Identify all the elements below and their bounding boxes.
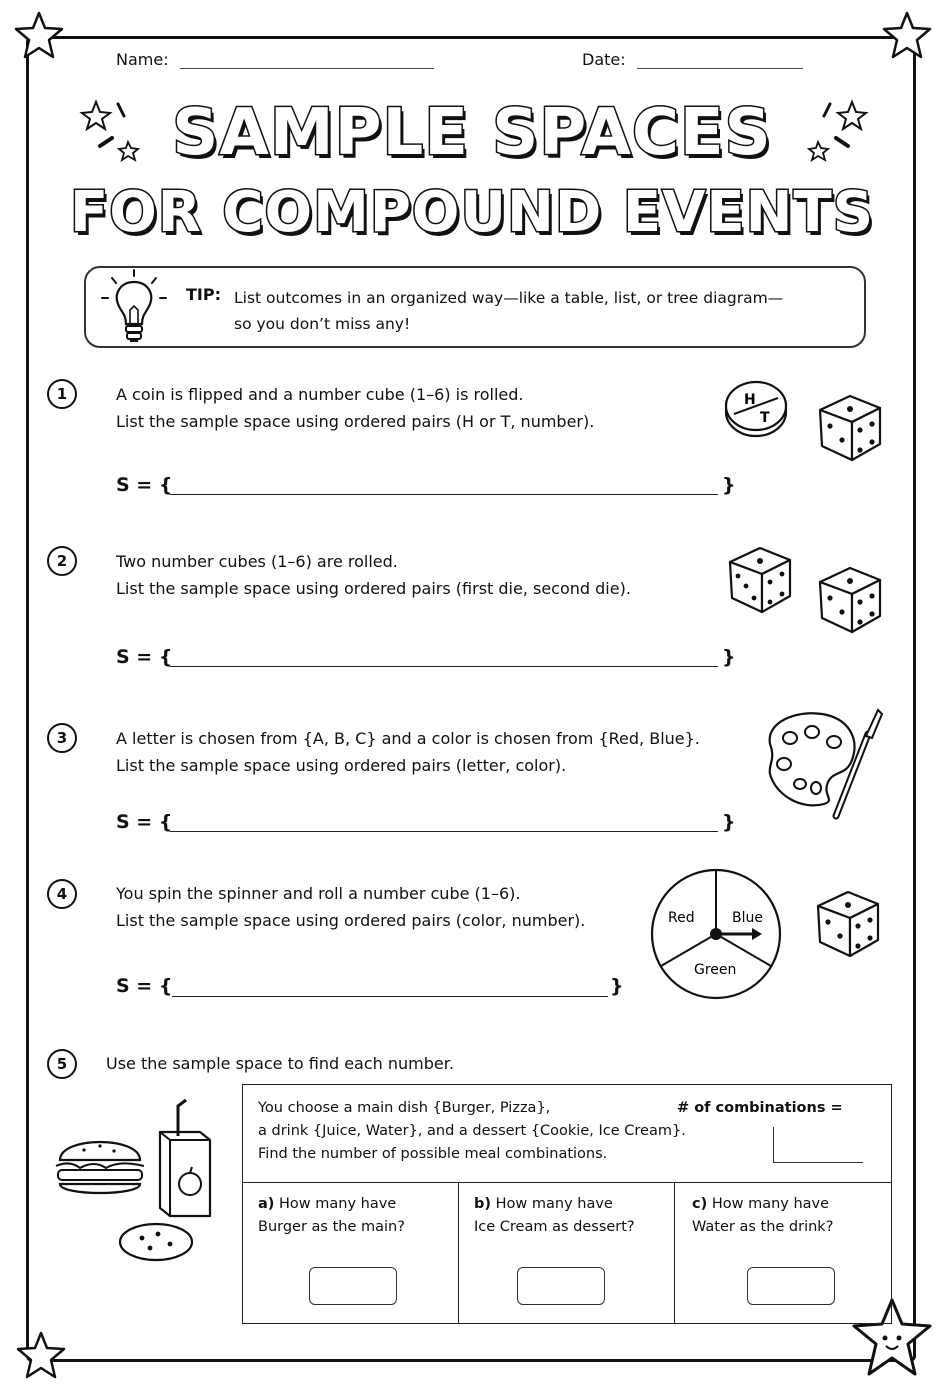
- date-line[interactable]: [637, 68, 803, 69]
- answer-line[interactable]: [170, 494, 718, 495]
- answer-suffix: }: [610, 975, 624, 997]
- answer-box[interactable]: [747, 1267, 835, 1305]
- question-text: A coin is flipped and a number cube (1–6) is rolled. List the sample space using ordered pairs (H or T, number).: [116, 385, 595, 431]
- coin-tails-label: T: [760, 410, 770, 426]
- answer-line[interactable]: [172, 996, 608, 997]
- die-icon: [724, 540, 796, 616]
- date-field[interactable]: Date:: [582, 50, 803, 69]
- question-number: 4: [47, 879, 77, 909]
- name-field[interactable]: Name:: [116, 50, 434, 69]
- answer-prefix: S = {: [116, 811, 173, 833]
- combinations-answer-space[interactable]: [773, 1127, 863, 1163]
- question-text: You spin the spinner and roll a number cube (1–6). List the sample space using ordered pairs (color, number).: [116, 884, 586, 930]
- sparkle-icon: [78, 98, 148, 164]
- answer-box[interactable]: [309, 1267, 397, 1305]
- meal-description: You choose a main dish {Burger, Pizza}, a drink {Juice, Water}, and a dessert {Cookie, Ice Cream}. Find the number of possible meal combinations.: [258, 1100, 686, 1162]
- combinations-label: # of combinations =: [677, 1100, 843, 1116]
- answer-box[interactable]: [517, 1267, 605, 1305]
- star-icon: [14, 1330, 68, 1380]
- answer-line[interactable]: [170, 666, 718, 667]
- page-subtitle: FOR COMPOUND EVENTS: [69, 180, 875, 245]
- answer-suffix: }: [722, 474, 736, 496]
- coin-heads-label: H: [744, 392, 756, 408]
- star-icon: [12, 10, 66, 60]
- spinner-label-blue: Blue: [732, 910, 763, 926]
- sub-question-b: b) How many have Ice Cream as dessert?: [459, 1182, 675, 1324]
- sparkle-icon: [800, 98, 870, 164]
- die-icon: [812, 884, 884, 960]
- answer-prefix: S = {: [116, 646, 173, 668]
- lightbulb-icon: [96, 266, 172, 350]
- page-title: SAMPLE SPACES: [172, 96, 772, 170]
- answer-suffix: }: [722, 811, 736, 833]
- question-number: 5: [47, 1049, 77, 1079]
- question-text: A letter is chosen from {A, B, C} and a color is chosen from {Red, Blue}. List the sample space using ordered pairs (letter, color).: [116, 729, 700, 775]
- question-text: Use the sample space to find each number.: [106, 1054, 454, 1073]
- meal-combinations-box: [242, 1084, 892, 1324]
- spinner-label-red: Red: [668, 910, 695, 926]
- question-text: Two number cubes (1–6) are rolled. List the sample space using ordered pairs (first die, second die).: [116, 552, 631, 598]
- tip-label: TIP:: [186, 285, 221, 304]
- answer-prefix: S = {: [116, 975, 173, 997]
- tip-text: List outcomes in an organized way—like a table, list, or tree diagram— so you don’t miss any!: [234, 289, 784, 333]
- question-number: 1: [47, 379, 77, 409]
- spinner-icon: [648, 868, 784, 1002]
- coin-icon: [720, 376, 794, 442]
- paint-palette-icon: [756, 704, 890, 820]
- answer-line[interactable]: [170, 831, 718, 832]
- name-line[interactable]: [180, 68, 434, 69]
- question-number: 2: [47, 546, 77, 576]
- star-icon: [880, 10, 934, 60]
- spinner-label-green: Green: [694, 962, 737, 978]
- die-icon: [814, 388, 886, 464]
- meal-illustration-icon: [50, 1096, 226, 1266]
- sub-question-c: c) How many have Water as the drink?: [675, 1182, 891, 1324]
- die-icon: [814, 560, 886, 636]
- answer-suffix: }: [722, 646, 736, 668]
- question-number: 3: [47, 723, 77, 753]
- sub-question-a: a) How many have Burger as the main?: [243, 1182, 459, 1324]
- answer-prefix: S = {: [116, 474, 173, 496]
